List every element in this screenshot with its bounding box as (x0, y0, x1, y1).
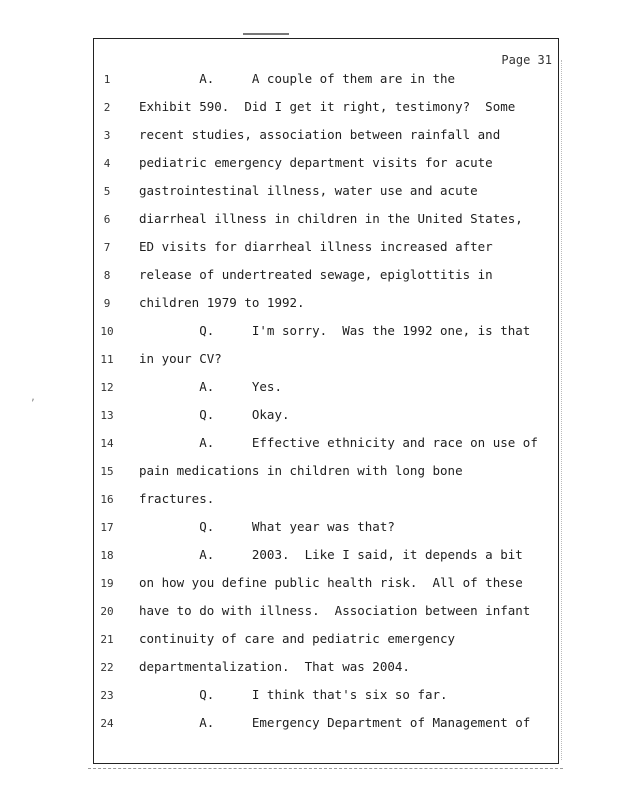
line-text: pediatric emergency department visits for acute (139, 155, 493, 170)
line-number: 14 (100, 437, 114, 450)
transcript-line (0, 714, 618, 734)
line-number: 22 (100, 661, 114, 674)
line-number: 12 (100, 381, 114, 394)
transcript-line (0, 210, 618, 230)
line-number: 10 (100, 325, 114, 338)
line-number: 2 (103, 101, 111, 114)
line-text: children 1979 to 1992. (139, 295, 305, 310)
transcript-line (0, 126, 618, 146)
line-text: A. Effective ethnicity and race on use of (139, 435, 538, 450)
line-number: 7 (103, 241, 111, 254)
transcript-line (0, 154, 618, 174)
line-number: 18 (100, 549, 114, 562)
line-number: 5 (103, 185, 111, 198)
transcript-line (0, 686, 618, 706)
transcript-line (0, 98, 618, 118)
page-number-label: Page 31 (501, 53, 552, 67)
line-text: ED visits for diarrheal illness increased after (139, 239, 493, 254)
line-text: Exhibit 590. Did I get it right, testimony? Some (139, 99, 516, 114)
line-number: 15 (100, 465, 114, 478)
line-text: departmentalization. That was 2004. (139, 659, 410, 674)
line-number: 19 (100, 577, 114, 590)
line-text: have to do with illness. Association between infant (139, 603, 531, 618)
line-text: recent studies, association between rainfall and (139, 127, 501, 142)
transcript-line (0, 462, 618, 482)
transcript-line (0, 294, 618, 314)
transcript-line (0, 546, 618, 566)
transcript-line (0, 518, 618, 538)
line-text: gastrointestinal illness, water use and acute (139, 183, 478, 198)
line-text: pain medications in children with long bone (139, 463, 463, 478)
line-number: 11 (100, 353, 114, 366)
line-text: A. 2003. Like I said, it depends a bit (139, 547, 523, 562)
line-number: 9 (103, 297, 111, 310)
line-text: Q. I'm sorry. Was the 1992 one, is that (139, 323, 531, 338)
line-number: 20 (100, 605, 114, 618)
line-number: 1 (103, 73, 111, 86)
line-number: 3 (103, 129, 111, 142)
line-text: on how you define public health risk. All of these (139, 575, 523, 590)
line-text: Q. What year was that? (139, 519, 395, 534)
line-text: diarrheal illness in children in the United States, (139, 211, 523, 226)
line-number: 4 (103, 157, 111, 170)
line-number: 24 (100, 717, 114, 730)
line-number: 17 (100, 521, 114, 534)
transcript-line (0, 574, 618, 594)
transcript-line (0, 350, 618, 370)
transcript-line (0, 630, 618, 650)
transcript-line (0, 70, 618, 90)
transcript-line (0, 378, 618, 398)
transcript-line (0, 658, 618, 678)
line-text: A. Yes. (139, 379, 282, 394)
transcript-line (0, 322, 618, 342)
line-number: 8 (103, 269, 111, 282)
transcript-line (0, 182, 618, 202)
scan-speck-mark: , (30, 392, 37, 403)
line-number: 23 (100, 689, 114, 702)
line-text: A. Emergency Department of Management of (139, 715, 531, 730)
scan-mark-top (243, 33, 289, 35)
line-number: 21 (100, 633, 114, 646)
line-text: in your CV? (139, 351, 222, 366)
transcript-line (0, 434, 618, 454)
line-number: 6 (103, 213, 111, 226)
scan-bottom-noise (88, 768, 563, 769)
transcript-page-frame (93, 38, 559, 764)
line-number: 13 (100, 409, 114, 422)
line-text: release of undertreated sewage, epiglottitis in (139, 267, 493, 282)
line-text: Q. I think that's six so far. (139, 687, 448, 702)
line-text: fractures. (139, 491, 215, 506)
line-text: Q. Okay. (139, 407, 290, 422)
transcript-line (0, 490, 618, 510)
transcript-line (0, 238, 618, 258)
transcript-line (0, 406, 618, 426)
transcript-line (0, 602, 618, 622)
line-text: A. A couple of them are in the (139, 71, 456, 86)
transcript-line (0, 266, 618, 286)
line-number: 16 (100, 493, 114, 506)
line-text: continuity of care and pediatric emergency (139, 631, 456, 646)
